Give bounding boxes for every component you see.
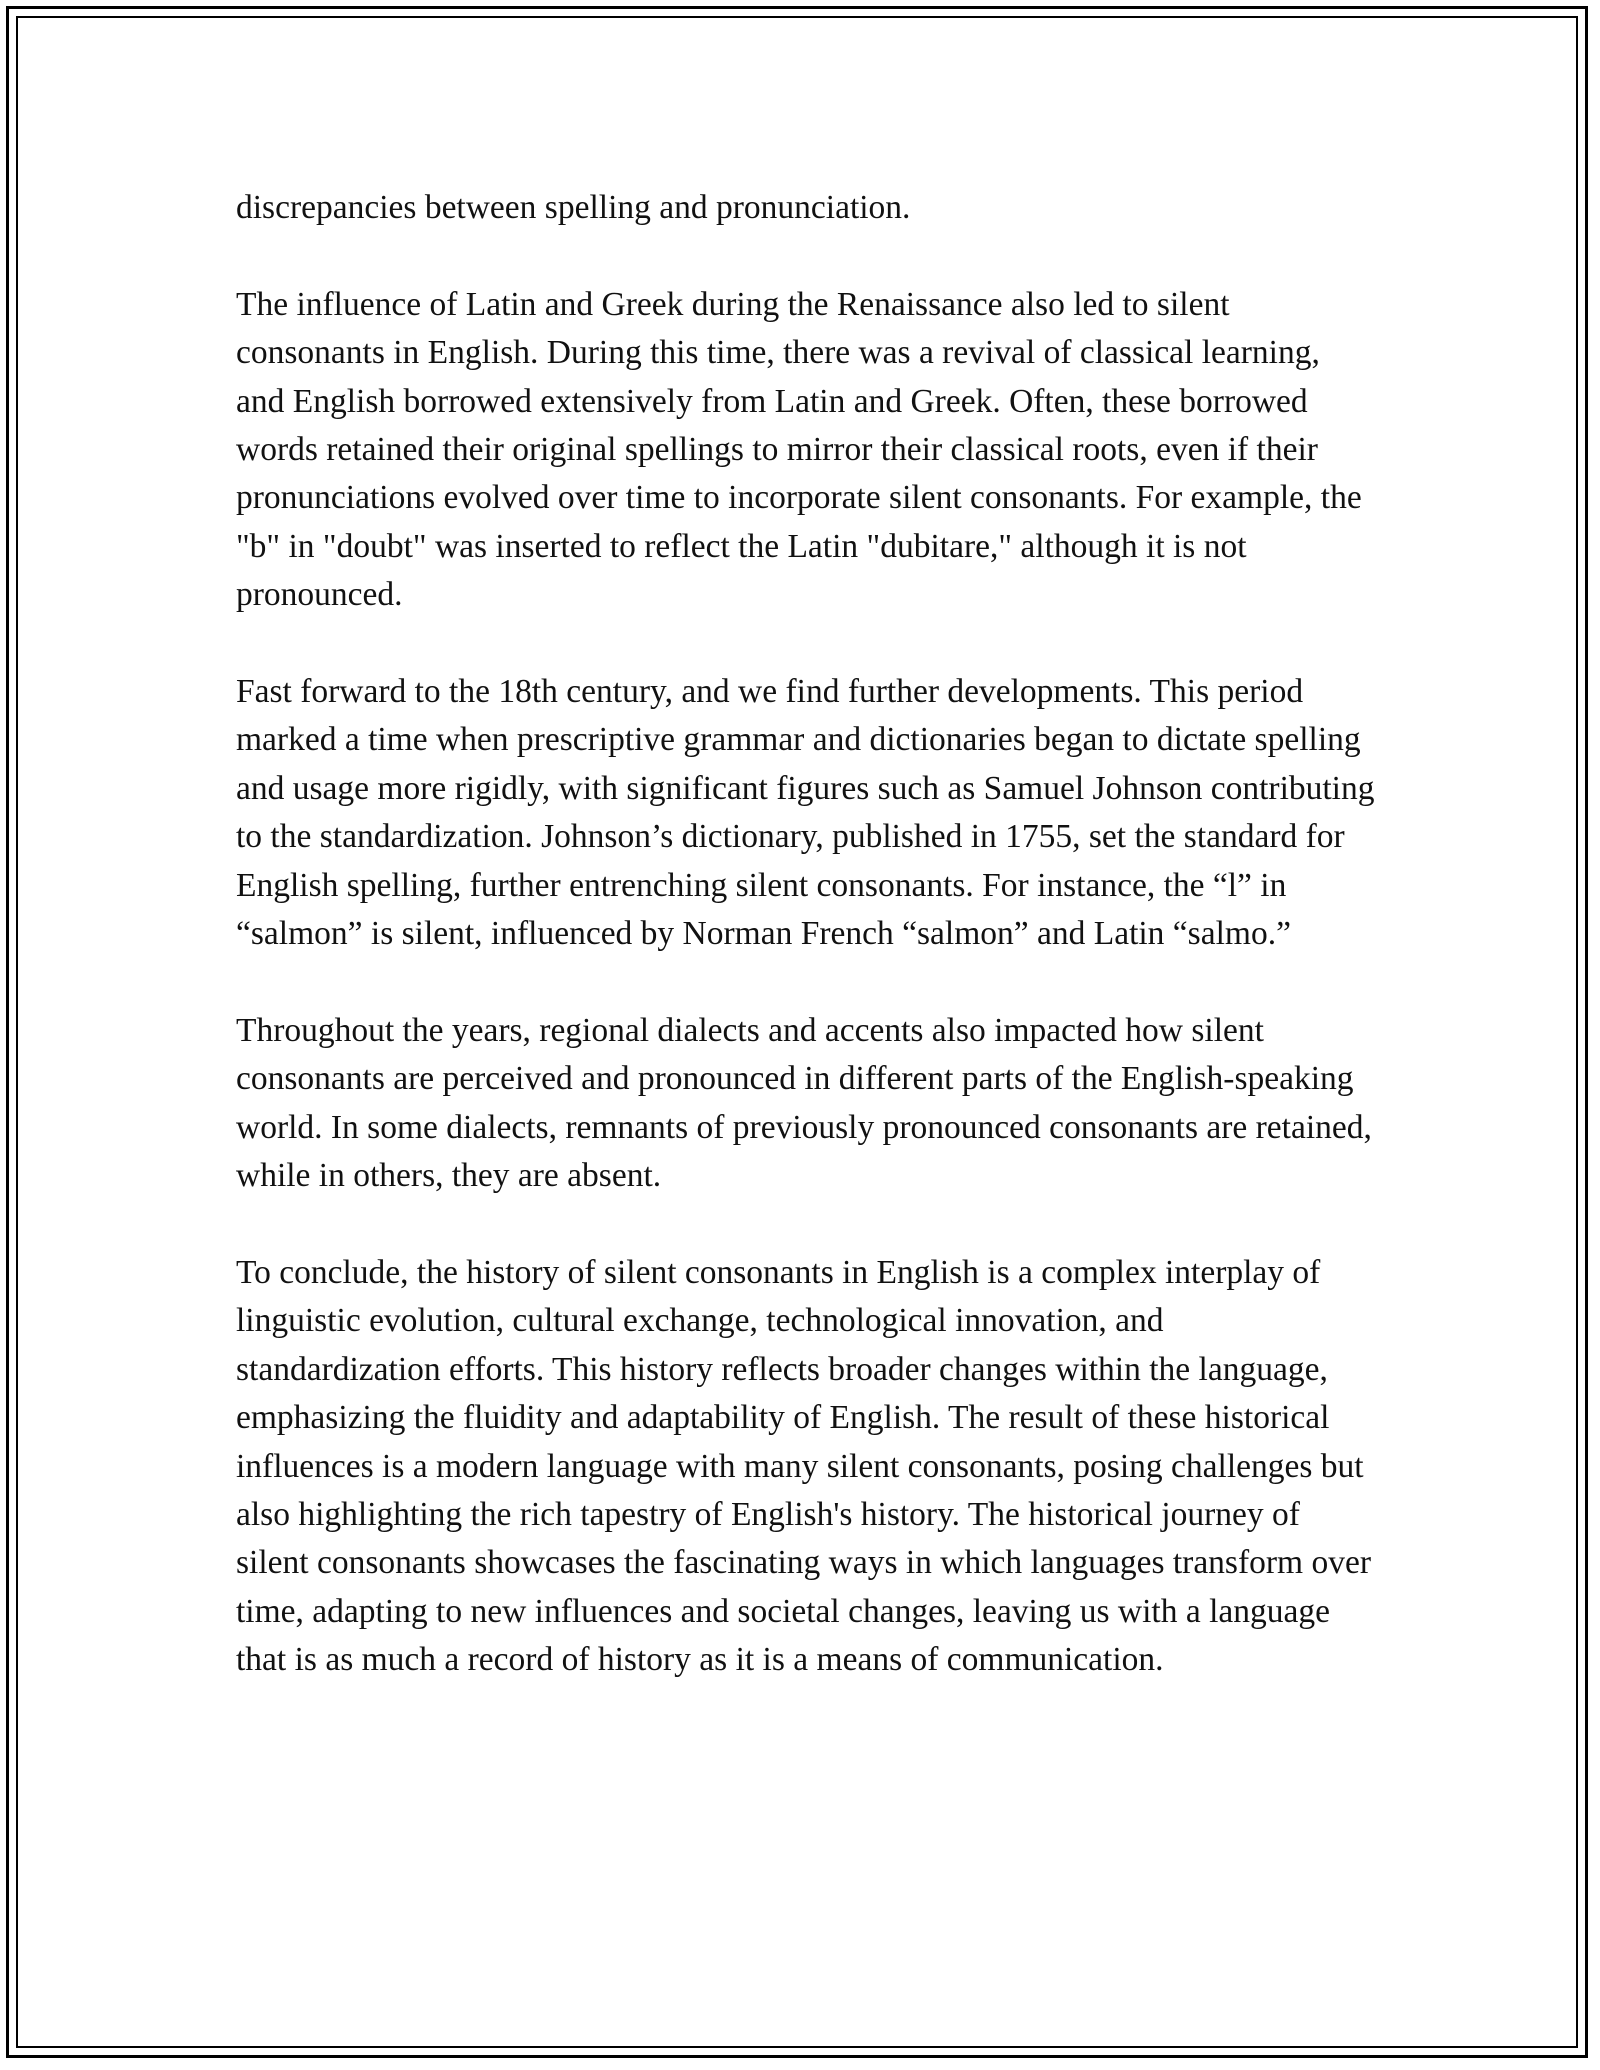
paragraph-18th-century: Fast forward to the 18th century, and we find further developments. This period marked a time when prescriptive grammar and dictionaries began to dictate spelling and usage more rigidly, with significant figures such as Samuel Johnson contributing to the standardization. Johnson’s dictionary, published in 1755, set the standard for English spelling, further entrenching silent consonants. For instance, the “l” in “salmon” is silent, influenced by Norman French “salmon” and Latin “salmo.”: [236, 673, 1375, 953]
paragraph-dialects: Throughout the years, regional dialects and accents also impacted how silent consonants are perceived and pronounced in different parts of the English-speaking world. In some dialects, remnants of previously pronounced consonants are retained, while in others, they are absent.: [236, 1011, 1372, 1195]
document-body: [236, 184, 1376, 1733]
paragraph-continuation: discrepancies between spelling and pronunciation.: [236, 189, 911, 226]
paragraph-conclusion: To conclude, the history of silent consonants in English is a complex interplay of linguistic evolution, cultural exchange, technological innovation, and standardization efforts. This history reflects broader changes within the language, emphasizing the fluidity and adaptability of English. The result of these historical influences is a modern language with many silent consonants, posing challenges but also highlighting the rich tapestry of English's history. The historical journey of silent consonants showcases the fascinating ways in which languages transform over time, adapting to new influences and societal changes, leaving us with a language that is as much a record of history as it is a means of communication.: [236, 1253, 1371, 1679]
paragraph-renaissance: The influence of Latin and Greek during the Renaissance also led to silent consonants in English. During this time, there was a revival of classical learning, and English borrowed extensively from Latin and Greek. Often, these borrowed words retained their original spellings to mirror their classical roots, even if their pronunciations evolved over time to incorporate silent consonants. For example, the "b" in "doubt" was inserted to reflect the Latin "dubitare," although it is not pronounced.: [236, 285, 1362, 614]
